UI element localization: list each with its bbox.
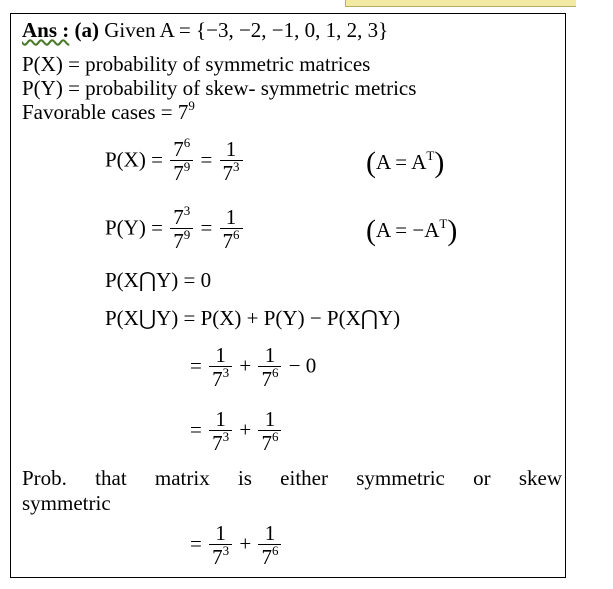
final-answer [190,522,283,569]
favorable-cases [22,100,195,124]
step2-plus: + [239,417,252,442]
union-step-1 [190,344,316,391]
px-equation [105,135,245,185]
step3-fraction-2 [258,522,281,569]
px-equals: = [200,147,213,172]
union-equation: P(X⋃Y) = P(X) + P(Y) − P(X⋂Y) [105,306,401,330]
step2-den2-base: 7 [261,431,272,455]
px-num-base: 7 [173,137,184,161]
conclusion-line-1: Prob. that matrix is either symmetric or skew [22,466,562,490]
step1-num-1: 1 [215,343,226,367]
px-condition-exp: T [426,148,435,163]
py-condition-exp: T [439,216,448,231]
px-lhs: P(X) = [105,147,163,172]
step2-num-1: 1 [215,407,226,431]
px-fraction-1 [170,135,193,185]
px-den2-base: 7 [222,161,234,185]
step3-den2-exp: 6 [271,543,279,558]
header-banner [345,0,576,7]
step3-equals: = [190,531,202,556]
step1-plus: + [239,353,252,378]
py-num-2: 1 [225,205,237,229]
py-num-exp: 3 [183,203,191,218]
answer-heading [22,18,388,42]
step3-num-1: 1 [215,521,226,545]
step1-den2-exp: 6 [271,365,279,380]
px-num-exp: 6 [183,135,191,150]
px-condition: $(A = A^T)$ [366,146,445,179]
px-den2-exp: 3 [233,159,240,174]
px-fraction-2 [220,138,243,185]
step2-den2-exp: 6 [271,429,279,444]
px-definition: P(X) = probability of symmetric matrices [22,52,371,76]
step3-plus: + [239,531,252,556]
step2-den1-base: 7 [212,431,223,455]
set-definition: Given A = {−3, −2, −1, 0, 1, 2, 3} [104,18,389,42]
step2-equals: = [190,417,202,442]
step1-num-2: 1 [264,343,276,367]
step1-fraction-2 [258,344,281,391]
step1-equals: = [190,353,202,378]
py-definition: P(Y) = probability of skew- symmetric metrics [22,76,417,100]
step1-den1-base: 7 [212,367,223,391]
py-condition-text: A = −A [376,218,440,242]
step2-den1-exp: 3 [222,429,230,444]
py-den2-exp: 6 [233,227,240,242]
py-fraction-2 [220,206,243,253]
step3-fraction-1 [209,522,232,569]
py-condition: $(A = -A^T)$ [366,214,458,247]
py-fraction-1 [170,203,193,253]
step3-den1-base: 7 [212,545,223,569]
py-equals: = [200,215,213,240]
step3-den2-base: 7 [261,545,272,569]
favorable-cases-exp: 9 [188,98,195,113]
step2-num-2: 1 [264,407,276,431]
conclusion-line-2: symmetric [22,491,111,515]
px-num-2: 1 [225,137,237,161]
px-den-exp: 9 [183,159,191,174]
step1-fraction-1 [209,344,232,391]
py-lhs: P(Y) = [105,215,163,240]
px-condition-text: A = A [376,150,427,174]
intersection-equation: P(X⋂Y) = 0 [105,268,212,292]
union-step-2 [190,408,283,455]
step1-den2-base: 7 [261,367,272,391]
px-den-base: 7 [173,161,184,185]
option-label: (a) [74,18,100,42]
step2-fraction-1 [209,408,232,455]
py-den-exp: 9 [183,227,191,242]
py-num-base: 7 [173,205,184,229]
py-den2-base: 7 [222,229,234,253]
ans-label: Ans : [22,18,70,42]
favorable-cases-text: Favorable cases = 7 [22,100,189,124]
step3-den1-exp: 3 [222,543,230,558]
step2-fraction-2 [258,408,281,455]
py-equation [105,203,245,253]
step3-num-2: 1 [264,521,276,545]
step1-minus-zero: − 0 [288,353,317,378]
step1-den1-exp: 3 [222,365,230,380]
py-den-base: 7 [173,229,184,253]
